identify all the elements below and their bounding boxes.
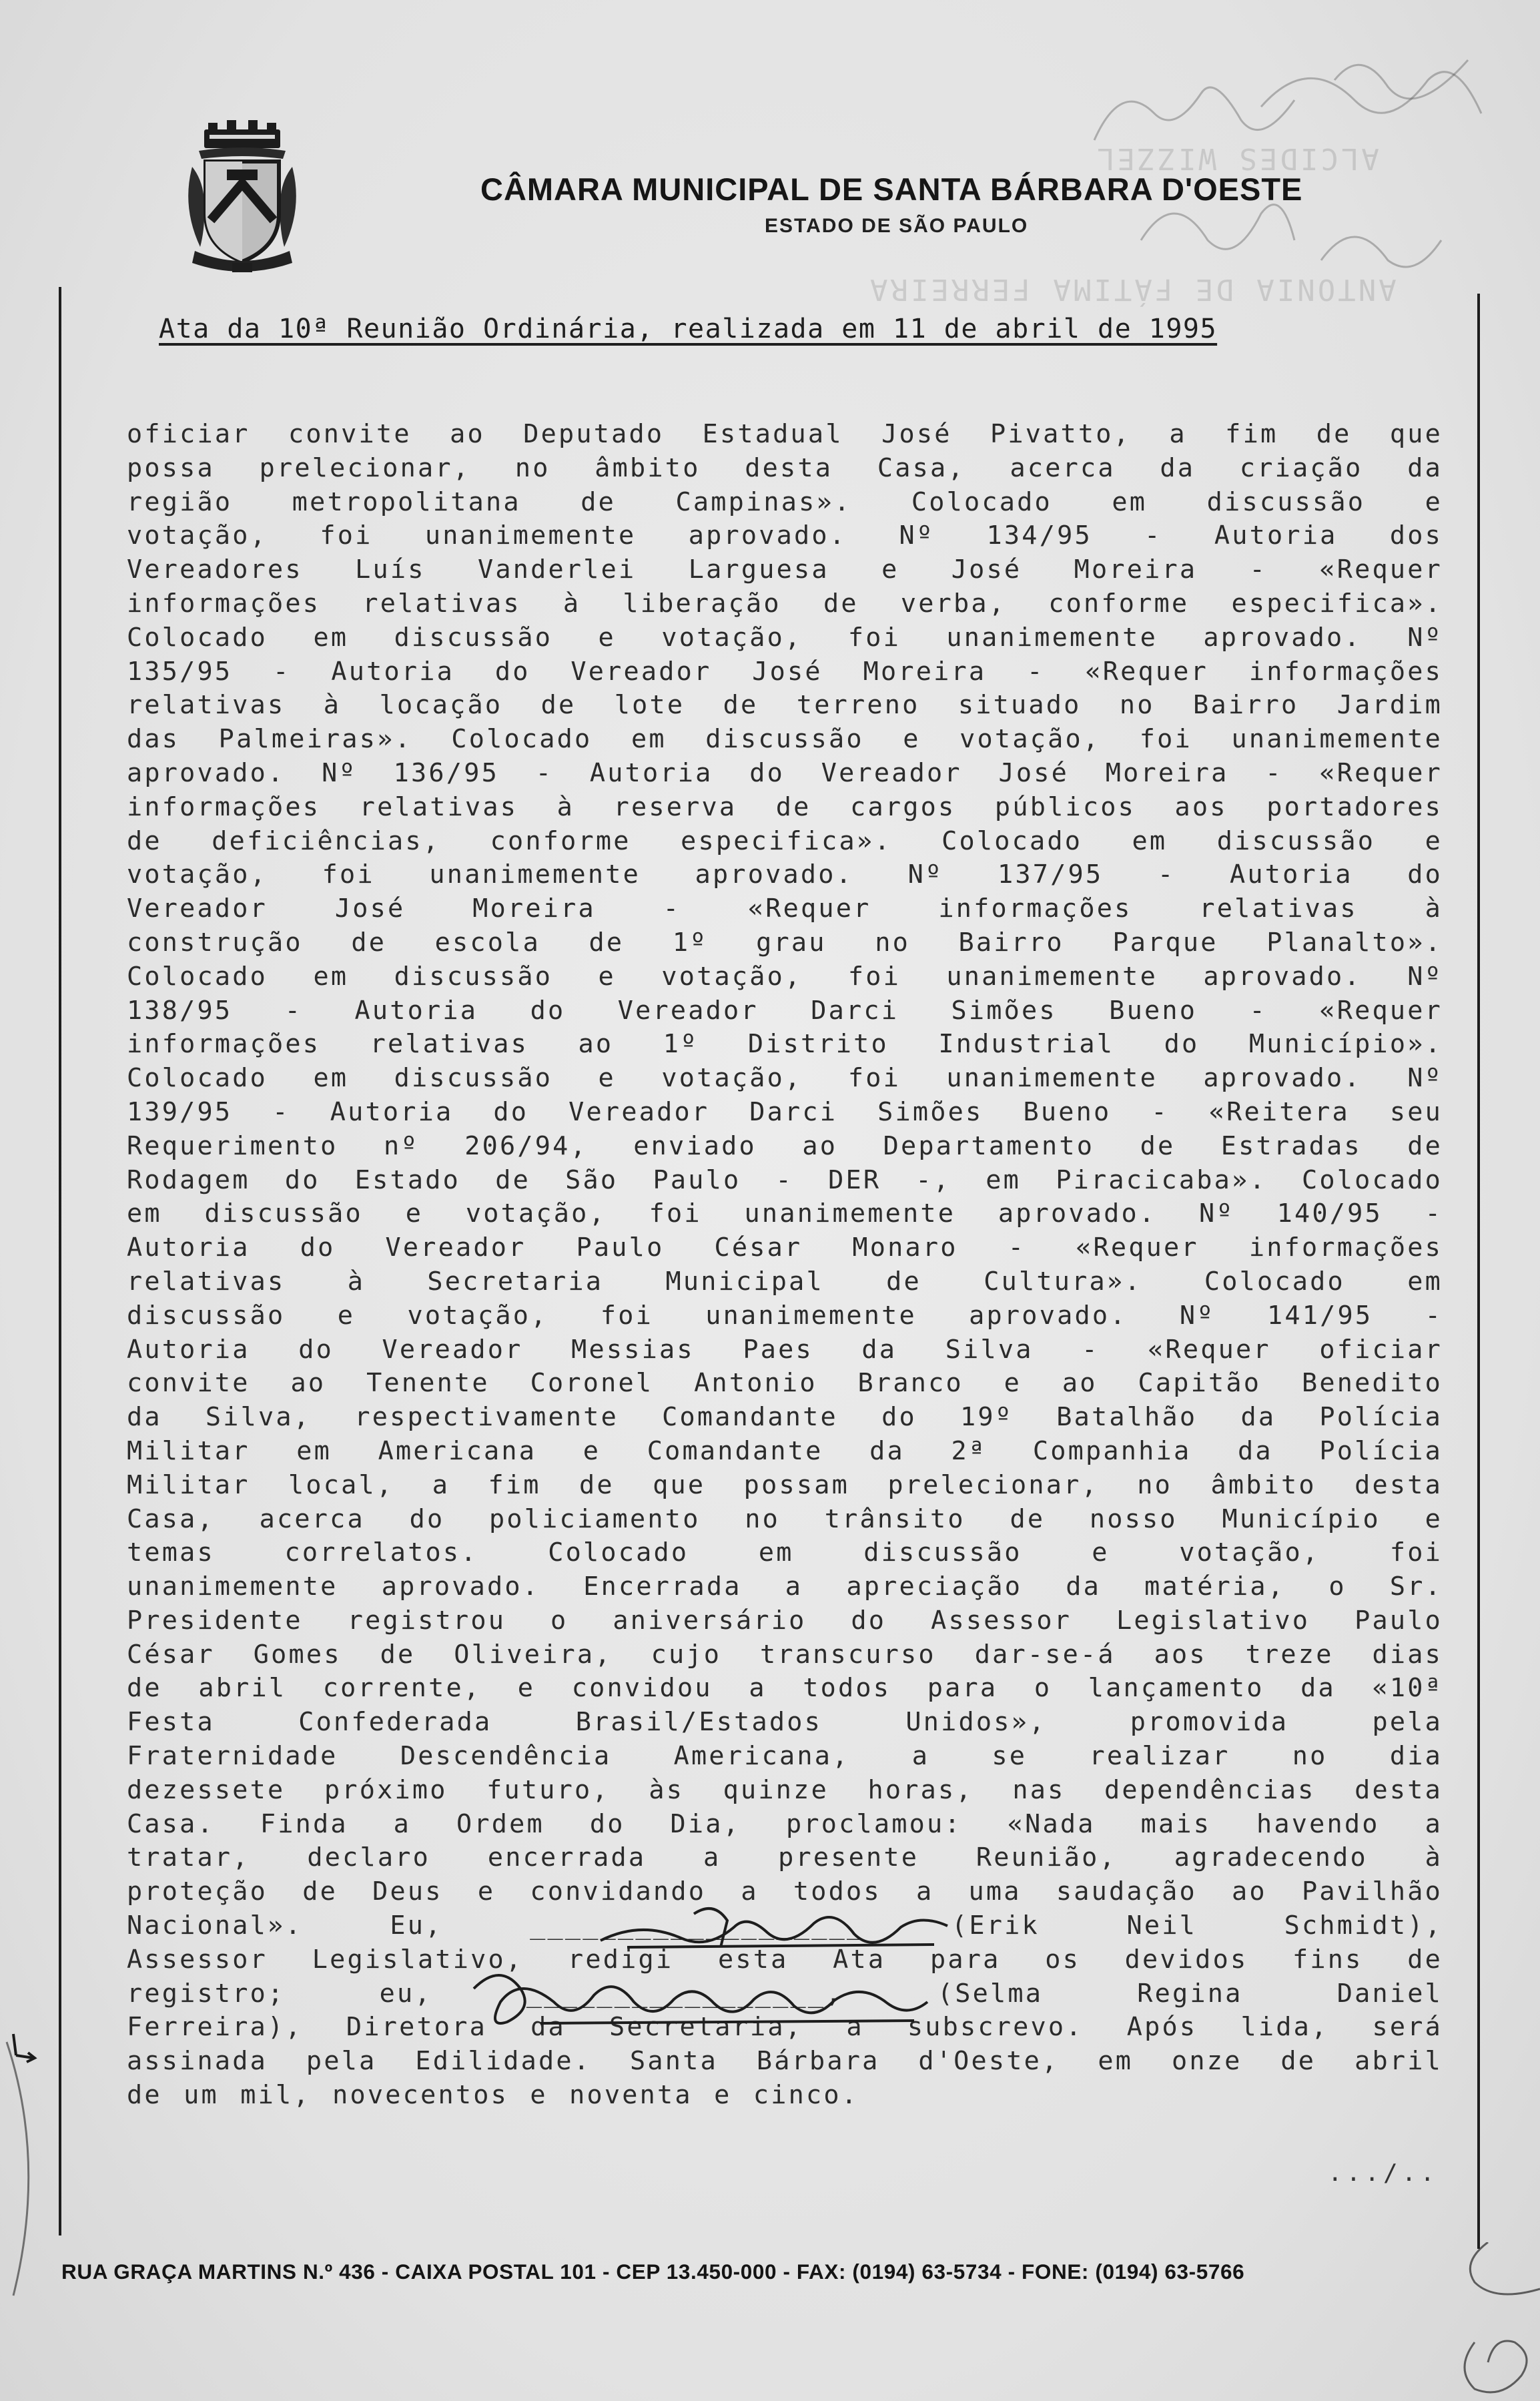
body-line: de abril corrente, e convidou a todos para o lançamento da «10ª [127,1673,1443,1704]
body-line: Fraternidade Descendência Americana, a se realizar no dia [127,1741,1443,1772]
body-line: unanimemente aprovado. Encerrada a apreciação da matéria, o Sr. [127,1572,1443,1602]
body-line: dezessete próximo futuro, às quinze horas, nas dependências desta [127,1774,1443,1805]
faint-signatures [1041,40,1508,287]
bleed-through-name-2: ANTONIA DE FÁTIMA FERREIRA [867,272,1397,306]
body-line: votação, foi unanimemente aprovado. Nº 134/95 - Autoria dos [127,521,1443,551]
body-line: em discussão e votação, foi unanimemente aprovado. Nº 140/95 - [127,1198,1443,1229]
body-line: Rodagem do Estado de São Paulo - DER -, em Piracicaba». Colocado [127,1164,1443,1195]
body-line: Casa. Finda a Ordem do Dia, proclamou: «Nada mais havendo a [127,1808,1443,1839]
body-line: Vereadores Luís Vanderlei Larguesa e José Moreira - «Requer [127,555,1443,585]
body-line: Autoria do Vereador Messias Paes da Silva - «Requer oficiar [127,1334,1443,1365]
body-line: tratar, declaro encerrada a presente Reunião, agradecendo à [127,1842,1443,1873]
body-line: Militar em Americana e Comandante da 2ª Companhia da Polícia [127,1435,1443,1466]
bleed-through-name-1: ALCIDES WIZZEL [1094,141,1379,176]
left-margin-rule [59,287,61,2236]
body-line: da Silva, respectivamente Comandante do 19º Batalhão da Polícia [127,1402,1443,1433]
body-line: Vereador José Moreira - «Requer informações relativas à [127,894,1443,924]
body-line: 138/95 - Autoria do Vereador Darci Simões Bueno - «Requer [127,995,1443,1026]
right-margin-rule [1477,294,1480,2249]
body-line: 135/95 - Autoria do Vereador José Moreira - «Requer informações [127,656,1443,687]
body-line: Requerimento nº 206/94, enviado ao Departamento de Estradas de [127,1130,1443,1161]
body-line: das Palmeiras». Colocado em discussão e votação, foi unanimemente [127,724,1443,755]
body-line: aprovado. Nº 136/95 - Autoria do Vereador José Moreira - «Requer [127,757,1443,788]
minutes-heading: Ata da 10ª Reunião Ordinária, realizada em 11 de abril de 1995 [159,314,1218,344]
continuation-mark: .../.. [1328,2159,1439,2187]
body-line: possa prelecionar, no âmbito desta Casa, acerca da criação da [127,452,1443,483]
left-margin-pencil-curve [0,2029,53,2309]
body-line: Militar local, a fim de que possam prelecionar, no âmbito desta [127,1469,1443,1500]
signature-erik-schmidt [587,1894,961,1961]
body-line: informações relativas ao 1º Distrito Industrial do Município». [127,1029,1443,1060]
body-line: de deficiências, conforme especifica». Colocado em discussão e [127,825,1443,856]
institution-title: CÂMARA MUNICIPAL DE SANTA BÁRBARA D'OESTE [480,172,1303,207]
body-line: César Gomes de Oliveira, cujo transcurso dar-se-á aos treze dias [127,1639,1443,1670]
body-line: oficiar convite ao Deputado Estadual José Pivatto, a fim de que [127,419,1443,449]
body-line: de um mil, novecentos e noventa e cinco. [127,2080,859,2111]
minutes-body [127,418,1443,2113]
coat-of-arms-emblem [185,120,299,274]
body-line: Nacional». Eu, ___________________ (Erik Neil Schmidt), [127,1911,1443,1941]
body-line: discussão e votação, foi unanimemente aprovado. Nº 141/95 - [127,1300,1443,1331]
state-subtitle: ESTADO DE SÃO PAULO [765,215,1029,237]
body-line: votação, foi unanimemente aprovado. Nº 137/95 - Autoria do [127,860,1443,890]
body-line: proteção de Deus e convidando a todos a uma saudação ao Pavilhão [127,1876,1443,1907]
body-line: informações relativas à liberação de verba, conforme especifica». [127,588,1443,619]
body-line: convite ao Tenente Coronel Antonio Branco e ao Capitão Benedito [127,1368,1443,1399]
body-line: informações relativas à reserva de cargos públicos aos portadores [127,791,1443,822]
body-line: Ferreira), Diretora da Secretaria, a subscrevo. Após lida, será [127,2012,1443,2043]
body-line: construção de escola de 1º grau no Bairro Parque Planalto». [127,927,1443,958]
body-line: Casa, acerca do policiamento no trânsito de nosso Município e [127,1503,1443,1534]
initials-mark [1448,2242,1540,2401]
body-line: registro; eu, _________________, (Selma Regina Daniel [127,1978,1443,2009]
body-line: assinada pela Edilidade. Santa Bárbara d'Oeste, em onze de abril [127,2046,1443,2077]
body-line: Festa Confederada Brasil/Estados Unidos», promovida pela [127,1707,1443,1738]
body-line: temas correlatos. Colocado em discussão e votação, foi [127,1537,1443,1568]
body-line: relativas à locação de lote de terreno situado no Bairro Jardim [127,690,1443,721]
body-line: Presidente registrou o aniversário do Assessor Legislativo Paulo [127,1605,1443,1636]
body-line: Autoria do Vereador Paulo César Monaro - «Requer informações [127,1233,1443,1263]
body-line: Colocado em discussão e votação, foi unanimemente aprovado. Nº [127,1063,1443,1094]
body-line: relativas à Secretaria Municipal de Cultura». Colocado em [127,1266,1443,1297]
body-line: Colocado em discussão e votação, foi unanimemente aprovado. Nº [127,622,1443,653]
footer-address: RUA GRAÇA MARTINS N.º 436 - CAIXA POSTAL 101 - CEP 13.450-000 - FAX: (0194) 63-5734 - FONE: (0194) 63-5766 [61,2260,1245,2284]
body-line: região metropolitana de Campinas». Colocado em discussão e [127,486,1443,517]
body-line: Colocado em discussão e votação, foi unanimemente aprovado. Nº [127,961,1443,992]
signature-selma-ferreira [460,1962,941,2035]
body-line: Assessor Legislativo, redigi esta Ata para os devidos fins de [127,1944,1443,1975]
body-line: 139/95 - Autoria do Vereador Darci Simões Bueno - «Reitera seu [127,1096,1443,1127]
